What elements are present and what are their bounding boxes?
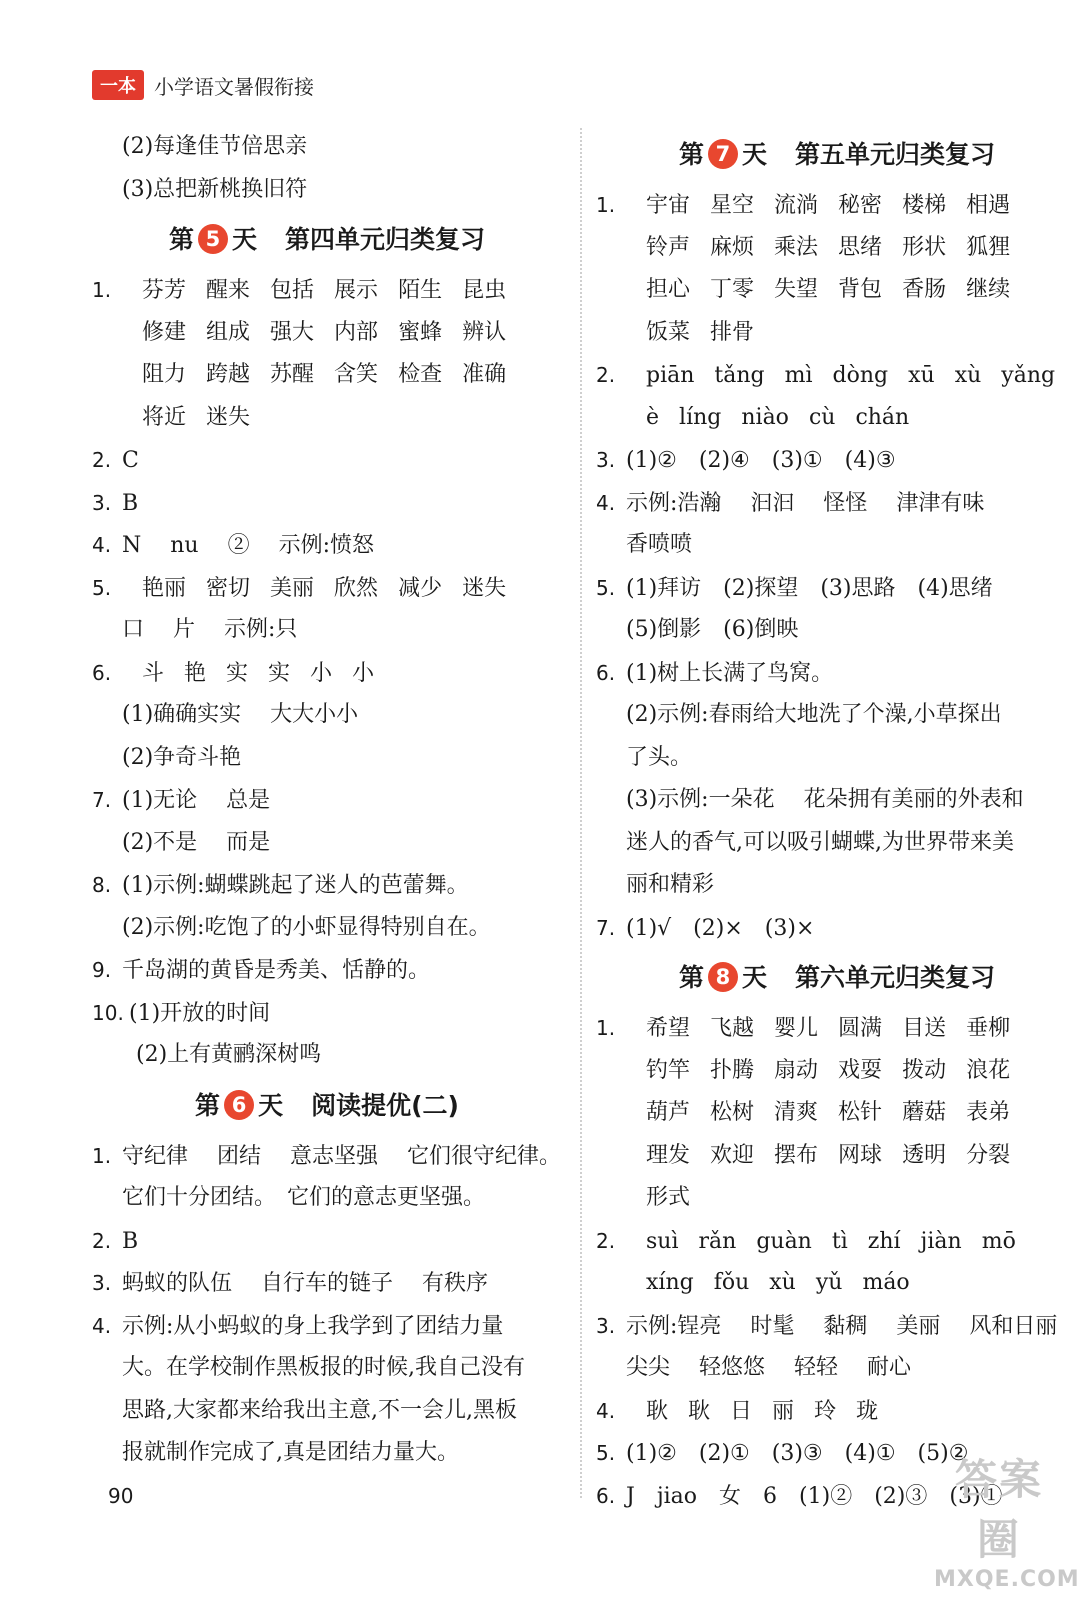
answer-text: (5)倒影 (6)倒映 [626,617,799,642]
answer-word: suì [646,1228,679,1254]
answer-word: 楼梯 [902,193,947,218]
answer-word: 表弟 [966,1100,1011,1125]
answer-word: 麻烦 [710,234,755,260]
answer-word: 检查 [398,362,443,387]
answer-word: 玲 [814,1398,837,1424]
column-divider [580,128,582,1498]
answer-text: (1)树上长满了鸟窝。 [626,660,834,686]
answer-word: dòng [832,363,889,388]
answer-word: 失望 [774,277,819,302]
question-number: 1. [596,1016,616,1040]
answer-text: 守纪律 团结 意志坚强 它们很守纪律。 [122,1143,561,1169]
answer-word: 网球 [838,1142,883,1168]
answer-word: yǎng [1001,363,1056,388]
answer-line [92,1262,562,1305]
question-number: 10. [92,1000,124,1025]
answer-text: 示例:浩瀚 汩汩 怪怪 津津有味 [626,490,985,516]
answer-word: 日 [730,1398,753,1424]
answer-text: 大。在学校制作黑板报的时候,我自己没有 [122,1355,525,1380]
answer-text: 迷人的香气,可以吸引蝴蝶,为世界带来美 [626,829,1014,855]
answer-line [92,609,562,652]
watermark-text: 答案圈 [954,1455,1043,1564]
answer-word: 垂柳 [966,1016,1011,1041]
answer-word: 戏耍 [838,1057,883,1083]
day-topic: 第五单元归类复习 [795,140,996,169]
answer-line [596,439,1078,482]
day-number-badge: 5 [198,224,228,254]
question-number: 3. [596,448,616,472]
answer-word: 排骨 [710,319,755,345]
answer-word: 宇宙 [646,193,691,218]
day-suffix: 天 [741,140,767,169]
answer-text: (2)示例:吃饱了的小虾显得特别自在。 [122,914,491,940]
answer-word: 继续 [966,277,1011,302]
answer-word: 小 [310,660,333,686]
answer-word: líng [679,404,722,430]
answer-text: 千岛湖的黄昏是秀美、恬静的。 [122,958,431,983]
question-number: 3. [92,1271,112,1295]
day-suffix: 天 [231,225,257,254]
answer-word: 耿 [688,1398,711,1424]
answer-text: (2)不是 而是 [122,829,271,855]
answer-text: 它们十分团结。 它们的意志更坚强。 [122,1185,486,1210]
answer-word: yǔ [815,1270,843,1295]
answer-word: 修建 [142,319,187,345]
answer-text: 丽和精彩 [626,872,715,897]
question-number: 5. [596,575,616,600]
answer-word: 欢迎 [710,1142,755,1168]
answer-word: mō [981,1228,1016,1254]
answer-word: 辨认 [462,319,507,345]
day-topic: 第四单元归类复习 [285,225,486,254]
answer-line [596,652,1078,695]
answer-word-row [596,227,1078,270]
answer-line [92,737,562,780]
answer-text: (1)② (2)④ (3)① (4)③ [626,448,896,473]
question-number: 5. [596,1441,616,1465]
answer-word: 耿 [646,1398,669,1424]
answer-line [596,1305,1078,1348]
answer-word: 透明 [902,1142,947,1168]
answer-word: 铃声 [646,234,691,260]
answer-word: 艳 [184,660,207,686]
answer-word-row [92,354,562,397]
answer-text: (2)示例:春雨给大地洗了个澡,小草探出 [626,702,1002,727]
answer-text: (3)示例:一朵花 花朵拥有美丽的外表和 [626,787,1024,812]
answer-text: J jiao 女 6 (1)② (2)③ (3)① [626,1483,1003,1509]
answer-word: 分裂 [966,1142,1011,1168]
answer-line [92,169,562,212]
answer-word: 扇动 [774,1057,819,1083]
day-heading [92,1077,562,1135]
answer-line [596,609,1078,652]
answer-word: zhí [867,1228,901,1254]
answer-text: 报就制作完成了,真是团结力量大。 [122,1440,459,1465]
answer-word-row [596,354,1078,397]
answer-word: 钓竿 [646,1057,691,1083]
question-number: 6. [596,1483,616,1508]
answer-word: 阻力 [142,362,187,387]
question-number: 6. [596,660,616,685]
answer-word: 丽 [772,1398,795,1424]
answer-text: (1)示例:蝴蝶跳起了迷人的芭蕾舞。 [122,873,469,898]
answer-word-row [596,1092,1078,1135]
answer-word: 形式 [646,1185,691,1210]
answer-line [92,1305,562,1348]
day-topic: 第六单元归类复习 [795,963,996,992]
answer-word: è [646,404,660,430]
day-prefix: 第 [195,1090,221,1120]
answer-word: 跨越 [206,362,251,387]
answer-text: N nu ② 示例:愤怒 [122,533,374,558]
answer-text: C [122,448,139,473]
answer-line [92,1347,562,1390]
answer-text: 了头。 [626,744,693,770]
answer-word: 强大 [270,319,315,345]
question-number: 7. [92,788,112,812]
answer-word: 艳丽 [142,575,187,601]
question-number: 3. [596,1313,616,1338]
answer-text: 思路,大家都来给我出主意,不一会儿,黑板 [122,1397,517,1423]
day-heading [596,126,1078,184]
brand-logo: 一本 [92,70,144,100]
answer-word: tǎng [714,363,765,388]
answer-line [92,1034,562,1077]
answer-word: 拨动 [902,1057,947,1083]
answer-text: B [122,1228,139,1254]
answer-text: 尖尖 轻悠悠 轻轻 耐心 [626,1355,911,1380]
question-number: 2. [92,448,112,472]
book-title: 小学语文暑假衔接 [154,74,314,99]
answer-word: 欣然 [334,575,379,601]
answer-line [92,949,562,992]
day-prefix: 第 [678,963,704,992]
answer-word: 陌生 [398,278,443,303]
answer-word: 圆满 [838,1016,883,1041]
question-number: 6. [92,660,112,685]
answer-line [92,524,562,567]
answer-word: 内部 [334,319,379,345]
answer-word: 星空 [710,193,755,218]
answer-line [92,1177,562,1220]
watermark-logo [934,1447,1080,1592]
question-number: 1. [92,278,112,302]
answer-word: jiàn [920,1228,962,1254]
answer-word: 芬芳 [142,278,187,303]
answer-word: piān [646,363,695,388]
answer-line [596,694,1078,737]
answer-text: B [122,490,139,516]
watermark-url: MXQE.COM [934,1567,1080,1592]
answer-line [92,1432,562,1475]
answer-line [92,1135,562,1178]
question-number: 2. [596,1228,616,1253]
answer-word: tì [831,1228,848,1254]
answer-word: 展示 [334,278,379,303]
question-number: 4. [596,490,616,515]
answer-word: 实 [226,660,249,686]
day-prefix: 第 [678,140,704,169]
answer-word: 担心 [646,277,691,302]
answer-word: 清爽 [774,1100,819,1125]
answer-word: mì [784,363,813,388]
answer-line [92,779,562,822]
answer-line [596,567,1078,610]
answer-line [596,822,1078,865]
left-column [92,126,562,1475]
answer-word: 飞越 [710,1016,755,1041]
answer-word: 秘密 [838,193,883,218]
answer-line [92,126,562,169]
page-header [92,70,314,100]
answer-word: 狐狸 [966,234,1011,260]
answer-text: (2)每逢佳节倍思亲 [122,134,308,159]
answer-word-row [596,1007,1078,1050]
answer-word: cù [808,404,836,430]
answer-word: 扑腾 [710,1057,755,1083]
answer-word: xù [769,1270,796,1295]
day-heading [92,211,562,269]
answer-word: 相遇 [966,193,1011,218]
question-number: 8. [92,873,112,897]
answer-line [596,864,1078,907]
answer-word: fǒu [713,1270,750,1295]
day-suffix: 天 [258,1090,284,1120]
answer-line [92,822,562,865]
answer-line [596,1347,1078,1390]
answer-word: 组成 [206,319,251,345]
day-number-badge: 6 [224,1090,254,1120]
answer-word: 珑 [856,1398,879,1424]
answer-line [92,992,562,1035]
day-number-badge: 7 [708,139,738,169]
answer-line [92,907,562,950]
right-column [596,126,1078,1517]
answer-line [92,439,562,482]
answer-text: (1)② (2)① (3)③ (4)① (5)② [626,1441,969,1466]
question-number: 4. [596,1398,616,1423]
answer-word: rǎn [698,1228,737,1254]
answer-line [92,694,562,737]
answer-word: 希望 [646,1016,691,1041]
question-number: 9. [92,958,112,982]
answer-word: 美丽 [270,575,315,601]
answer-word: guàn [756,1228,812,1254]
answer-word: 迷失 [206,404,251,430]
answer-word-row [92,312,562,355]
day-suffix: 天 [741,963,767,992]
answer-word: 婴儿 [774,1016,819,1041]
question-number: 3. [92,490,112,515]
answer-word: 减少 [398,575,443,601]
answer-text: 示例:锃亮 时髦 黏稠 美丽 风和日丽 [626,1313,1058,1339]
answer-line [596,779,1078,822]
answer-word: 苏醒 [270,362,315,387]
answer-word: 背包 [838,277,883,302]
answer-word: niào [741,404,789,430]
answer-line [596,737,1078,780]
day-topic: 阅读提优(二) [311,1090,459,1120]
answer-word: xū [908,363,935,388]
answer-word-row [92,652,562,695]
answer-text: (3)总把新桃换旧符 [122,176,308,202]
answer-word: 摆布 [774,1142,819,1168]
answer-word: 准确 [462,362,507,387]
answer-text: 示例:从小蚂蚁的身上我学到了团结力量 [122,1313,504,1339]
answer-word: 迷失 [462,575,507,601]
day-number-badge: 8 [708,962,738,992]
answer-word-row [596,269,1078,312]
answer-word: 乘法 [774,234,819,260]
question-number: 2. [596,363,616,387]
answer-word-row [596,312,1078,355]
question-number: 1. [596,193,616,217]
answer-word: 理发 [646,1142,691,1168]
answer-text: (1)开放的时间 [122,1000,271,1026]
answer-word: 形状 [902,234,947,260]
answer-text: (1)拜访 (2)探望 (3)思路 (4)思绪 [626,575,993,601]
answer-word-row [596,1177,1078,1220]
answer-word-row [596,1135,1078,1178]
answer-word-row [596,397,1078,440]
answer-word: chán [855,404,910,430]
answer-word: 香肠 [902,277,947,302]
answer-word: 实 [268,660,291,686]
answer-word: 含笑 [334,362,379,387]
answer-text: (1)无论 总是 [122,788,271,813]
answer-word: 蘑菇 [902,1100,947,1125]
answer-word: 将近 [142,404,187,430]
answer-word: 思绪 [838,234,883,260]
answer-text: 香喷喷 [626,532,693,557]
answer-word: xù [954,363,982,388]
answer-text: 蚂蚁的队伍 自行车的链子 有秩序 [122,1271,488,1296]
answer-word: 目送 [902,1016,947,1041]
answer-line [596,524,1078,567]
answer-word-row [596,1220,1078,1263]
question-number: 2. [92,1228,112,1253]
answer-word: 浪花 [966,1057,1011,1083]
answer-line [92,864,562,907]
answer-word: 流淌 [774,193,819,218]
answer-line [92,1390,562,1433]
answer-word: xíng [646,1270,694,1295]
page-number: 90 [108,1484,134,1508]
answer-text: (2)争奇斗艳 [122,744,242,770]
answer-word-row [596,1050,1078,1093]
answer-word: 密切 [206,575,251,601]
answer-line [596,482,1078,525]
answer-line [92,1220,562,1263]
answer-word-row [596,1262,1078,1305]
answer-word-row [92,397,562,440]
answer-line [596,907,1078,950]
answer-word: 丁零 [710,277,755,302]
question-number: 4. [92,533,112,557]
answer-line [92,482,562,525]
answer-word: 昆虫 [462,278,507,303]
answer-word-row [596,184,1078,227]
answer-word-row [92,269,562,312]
question-number: 4. [92,1313,112,1338]
answer-word: 包括 [270,278,315,303]
question-number: 7. [596,915,616,940]
answer-word: 松针 [838,1100,883,1125]
answer-word-row [92,567,562,610]
day-heading [596,949,1078,1007]
answer-text: (2)上有黄鹂深树鸣 [136,1042,322,1067]
answer-text: 口 片 示例:只 [122,617,298,642]
day-prefix: 第 [168,225,194,254]
answer-text: (1)√ (2)× (3)× [626,915,815,941]
answer-word: 小 [352,660,375,686]
answer-word: 葫芦 [646,1100,691,1125]
answer-text: (1)确确实实 大大小小 [122,702,359,727]
answer-word: 斗 [142,660,165,686]
answer-word: 饭菜 [646,319,691,345]
answer-word-row [596,1390,1078,1433]
question-number: 1. [92,1143,112,1168]
answer-word: máo [862,1270,910,1295]
answer-word: 蜜蜂 [398,319,443,345]
question-number: 5. [92,575,112,600]
answer-word: 松树 [710,1100,755,1125]
answer-word: 醒来 [206,278,251,303]
